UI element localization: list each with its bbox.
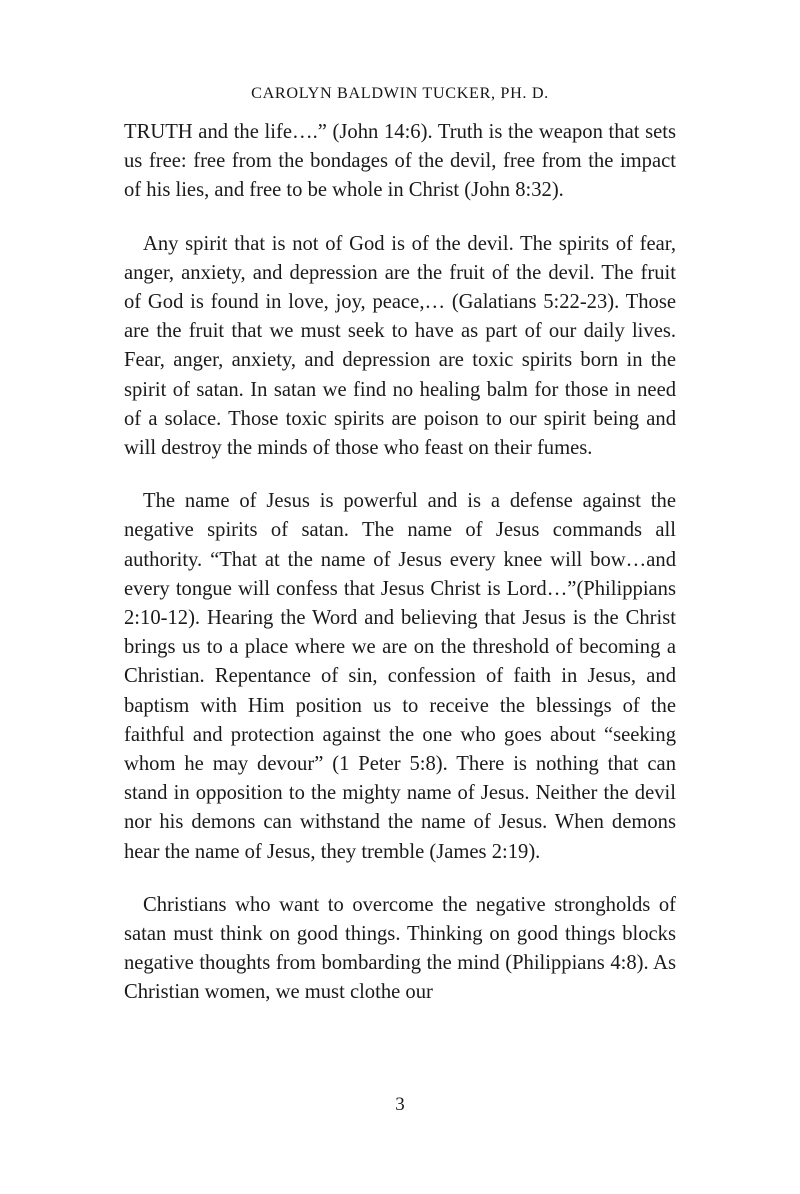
body-paragraph: Christians who want to overcome the negative strongholds of satan must think on good things. Thinking on good things blocks negative thoughts from bombarding the mind (Philippians 4:8). As Christian women, we must clothe our	[124, 893, 676, 1004]
body-paragraph: Any spirit that is not of God is of the devil. The spirits of fear, anger, anxiety, and depression are the fruit of the devil. The fruit of God is found in love, joy, peace,… (Galatians 5:22-23). Those are the fruit that we must seek to have as part of our daily lives. Fear, anger, anxiety, and depression are toxic spirits born in the spirit of satan. In satan we find no healing balm for those in need of a solace. Those toxic spirits are poison to our spirit being and will destroy the minds of those who feast on their fumes.	[124, 232, 676, 460]
body-paragraph: The name of Jesus is powerful and is a defense against the negative spirits of satan. The name of Jesus commands all authority. “That at the name of Jesus every knee will bow…and every tongue will confess that Jesus Christ is Lord…”(Philippians 2:10-12). Hearing the Word and believing that Jesus is the Christ brings us to a place where we are on the threshold of becoming a Christian. Repentance of sin, confession of faith in Jesus, and baptism with Him position us to receive the blessings of the faithful and protection against the one who goes about “seeking whom he may devour” (1 Peter 5:8). There is nothing that can stand in opposition to the mighty name of Jesus. Neither the devil nor his demons can withstand the name of Jesus. When demons hear the name of Jesus, they tremble (James 2:19).	[124, 490, 676, 863]
body-text-block	[124, 118, 676, 1008]
page-number: 3	[395, 1094, 405, 1115]
body-paragraph: TRUTH and the life….” (John 14:6). Truth is the weapon that sets us free: free from the bondages of the devil, free from the impact of his lies, and free to be whole in Christ (John 8:32).	[124, 121, 676, 202]
running-head: CAROLYN BALDWIN TUCKER, PH. D.	[251, 84, 549, 102]
